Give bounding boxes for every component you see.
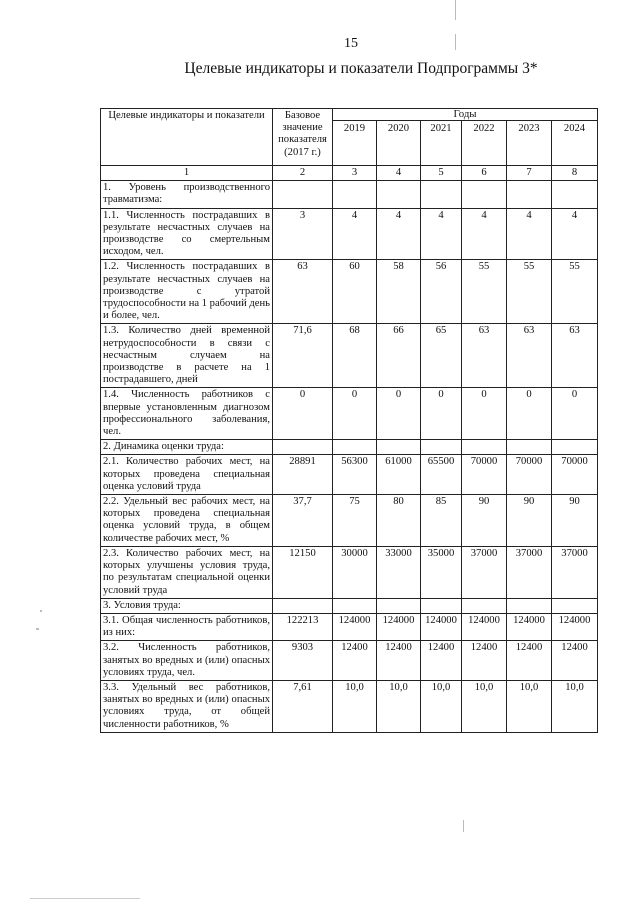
column-numbers-row <box>101 166 598 181</box>
year-value-cell: 0 <box>507 388 552 440</box>
empty-cell <box>552 181 598 208</box>
year-value-cell: 68 <box>333 324 377 388</box>
year-value-cell: 0 <box>421 388 462 440</box>
year-value-cell: 63 <box>462 324 507 388</box>
table-row <box>101 388 598 440</box>
indicator-name: 3.1. Общая численность работников, из них: <box>101 613 273 640</box>
empty-cell <box>507 181 552 208</box>
base-value-cell: 122213 <box>273 613 333 640</box>
year-value-cell: 10,0 <box>333 680 377 732</box>
section-row <box>101 440 598 455</box>
empty-cell <box>333 440 377 455</box>
header-base-value: Базовое значение показателя (2017 г.) <box>273 109 333 166</box>
year-value-cell: 12400 <box>462 641 507 681</box>
year-value-cell: 65 <box>421 324 462 388</box>
indicator-name: 1.3. Количество дней временной нетрудоспособности в связи с несчастным случаем на производстве в расчете на 1 пострадавшего, дней <box>101 324 273 388</box>
column-number: 6 <box>462 166 507 181</box>
empty-cell <box>377 181 421 208</box>
indicator-name: 2.2. Удельный вес рабочих мест, на которых проведена специальная оценка условий труда, в общем количестве рабочих мест, % <box>101 495 273 547</box>
base-value-cell: 3 <box>273 208 333 260</box>
empty-cell <box>273 181 333 208</box>
year-value-cell: 37000 <box>462 546 507 598</box>
section-title: 3. Условия труда: <box>101 598 273 613</box>
year-value-cell: 56 <box>421 260 462 324</box>
year-value-cell: 70000 <box>507 455 552 495</box>
year-value-cell: 124000 <box>377 613 421 640</box>
year-value-cell: 55 <box>462 260 507 324</box>
year-value-cell: 4 <box>333 208 377 260</box>
header-indicator-name: Целевые индикаторы и показатели <box>101 109 273 166</box>
year-value-cell: 58 <box>377 260 421 324</box>
indicator-name: 2.1. Количество рабочих мест, на которых проведена специальная оценка условий труда <box>101 455 273 495</box>
year-value-cell: 10,0 <box>462 680 507 732</box>
year-value-cell: 60 <box>333 260 377 324</box>
year-value-cell: 10,0 <box>507 680 552 732</box>
column-number: 7 <box>507 166 552 181</box>
empty-cell <box>273 440 333 455</box>
year-value-cell: 70000 <box>462 455 507 495</box>
page-title: Целевые индикаторы и показатели Подпрограммы 3* <box>184 60 538 77</box>
column-number: 1 <box>101 166 273 181</box>
year-value-cell: 0 <box>377 388 421 440</box>
year-value-cell: 90 <box>552 495 598 547</box>
year-value-cell: 4 <box>552 208 598 260</box>
year-value-cell: 33000 <box>377 546 421 598</box>
year-value-cell: 90 <box>507 495 552 547</box>
year-value-cell: 4 <box>462 208 507 260</box>
section-title: 1. Уровень производственного травматизма: <box>101 181 273 208</box>
year-value-cell: 37000 <box>552 546 598 598</box>
scan-artifact-dot <box>36 628 39 630</box>
base-value-cell: 37,7 <box>273 495 333 547</box>
page-number: 15 <box>344 36 358 51</box>
column-number: 3 <box>333 166 377 181</box>
year-value-cell: 35000 <box>421 546 462 598</box>
year-value-cell: 30000 <box>333 546 377 598</box>
year-value-cell: 37000 <box>507 546 552 598</box>
header-year: 2023 <box>507 121 552 166</box>
scan-artifact-line <box>463 820 464 832</box>
empty-cell <box>421 181 462 208</box>
empty-cell <box>462 440 507 455</box>
header-year: 2020 <box>377 121 421 166</box>
base-value-cell: 63 <box>273 260 333 324</box>
header-years: Годы <box>333 109 598 121</box>
year-value-cell: 124000 <box>421 613 462 640</box>
base-value-cell: 7,61 <box>273 680 333 732</box>
column-number: 8 <box>552 166 598 181</box>
year-value-cell: 61000 <box>377 455 421 495</box>
column-number: 2 <box>273 166 333 181</box>
table-body <box>101 166 598 733</box>
indicator-name: 2.3. Количество рабочих мест, на которых улучшены условия труда, по результатам специальной оценки условий труда <box>101 546 273 598</box>
section-row <box>101 598 598 613</box>
base-value-cell: 28891 <box>273 455 333 495</box>
year-value-cell: 0 <box>462 388 507 440</box>
year-value-cell: 10,0 <box>421 680 462 732</box>
year-value-cell: 56300 <box>333 455 377 495</box>
table-row <box>101 641 598 681</box>
year-value-cell: 12400 <box>377 641 421 681</box>
scan-artifact-line <box>455 0 456 20</box>
year-value-cell: 124000 <box>333 613 377 640</box>
table-row <box>101 495 598 547</box>
empty-cell <box>552 598 598 613</box>
year-value-cell: 70000 <box>552 455 598 495</box>
header-year: 2024 <box>552 121 598 166</box>
header-year: 2021 <box>421 121 462 166</box>
header-year: 2022 <box>462 121 507 166</box>
year-value-cell: 124000 <box>462 613 507 640</box>
scan-artifact-dot <box>40 610 42 612</box>
year-value-cell: 0 <box>552 388 598 440</box>
base-value-cell: 71,6 <box>273 324 333 388</box>
year-value-cell: 0 <box>333 388 377 440</box>
year-value-cell: 12400 <box>507 641 552 681</box>
table-row <box>101 260 598 324</box>
year-value-cell: 4 <box>377 208 421 260</box>
year-value-cell: 66 <box>377 324 421 388</box>
table-row <box>101 546 598 598</box>
table-row <box>101 613 598 640</box>
year-value-cell: 80 <box>377 495 421 547</box>
base-value-cell: 12150 <box>273 546 333 598</box>
year-value-cell: 90 <box>462 495 507 547</box>
year-value-cell: 10,0 <box>377 680 421 732</box>
scan-artifact-dot <box>30 898 140 899</box>
indicator-name: 3.3. Удельный вес работников, занятых во вредных и (или) опасных условиях труда, от общей численности работников, % <box>101 680 273 732</box>
empty-cell <box>462 598 507 613</box>
empty-cell <box>507 598 552 613</box>
indicators-table <box>100 108 598 733</box>
empty-cell <box>377 598 421 613</box>
year-value-cell: 63 <box>552 324 598 388</box>
year-value-cell: 65500 <box>421 455 462 495</box>
year-value-cell: 85 <box>421 495 462 547</box>
year-value-cell: 55 <box>507 260 552 324</box>
empty-cell <box>421 440 462 455</box>
year-value-cell: 4 <box>421 208 462 260</box>
empty-cell <box>552 440 598 455</box>
year-value-cell: 10,0 <box>552 680 598 732</box>
year-value-cell: 12400 <box>552 641 598 681</box>
table-row <box>101 208 598 260</box>
base-value-cell: 9303 <box>273 641 333 681</box>
year-value-cell: 63 <box>507 324 552 388</box>
base-value-cell: 0 <box>273 388 333 440</box>
section-row <box>101 181 598 208</box>
column-number: 5 <box>421 166 462 181</box>
empty-cell <box>333 598 377 613</box>
table-row <box>101 455 598 495</box>
empty-cell <box>377 440 421 455</box>
header-year: 2019 <box>333 121 377 166</box>
indicator-name: 3.2. Численность работников, занятых во вредных и (или) опасных условиях труда, чел. <box>101 641 273 681</box>
header-row-1 <box>101 109 598 121</box>
indicator-name: 1.4. Численность работников с впервые установленным диагнозом профессионального заболевания, чел. <box>101 388 273 440</box>
year-value-cell: 124000 <box>552 613 598 640</box>
year-value-cell: 12400 <box>421 641 462 681</box>
empty-cell <box>462 181 507 208</box>
empty-cell <box>421 598 462 613</box>
empty-cell <box>507 440 552 455</box>
year-value-cell: 75 <box>333 495 377 547</box>
table-row <box>101 680 598 732</box>
year-value-cell: 4 <box>507 208 552 260</box>
year-value-cell: 124000 <box>507 613 552 640</box>
year-value-cell: 12400 <box>333 641 377 681</box>
year-value-cell: 55 <box>552 260 598 324</box>
empty-cell <box>273 598 333 613</box>
column-number: 4 <box>377 166 421 181</box>
table-row <box>101 324 598 388</box>
section-title: 2. Динамика оценки труда: <box>101 440 273 455</box>
indicator-name: 1.1. Численность пострадавших в результате несчастных случаев на производстве со смертельным исходом, чел. <box>101 208 273 260</box>
empty-cell <box>333 181 377 208</box>
indicator-name: 1.2. Численность пострадавших в результате несчастных случаев на производстве с утратой трудоспособности на 1 рабочий день и более, чел. <box>101 260 273 324</box>
